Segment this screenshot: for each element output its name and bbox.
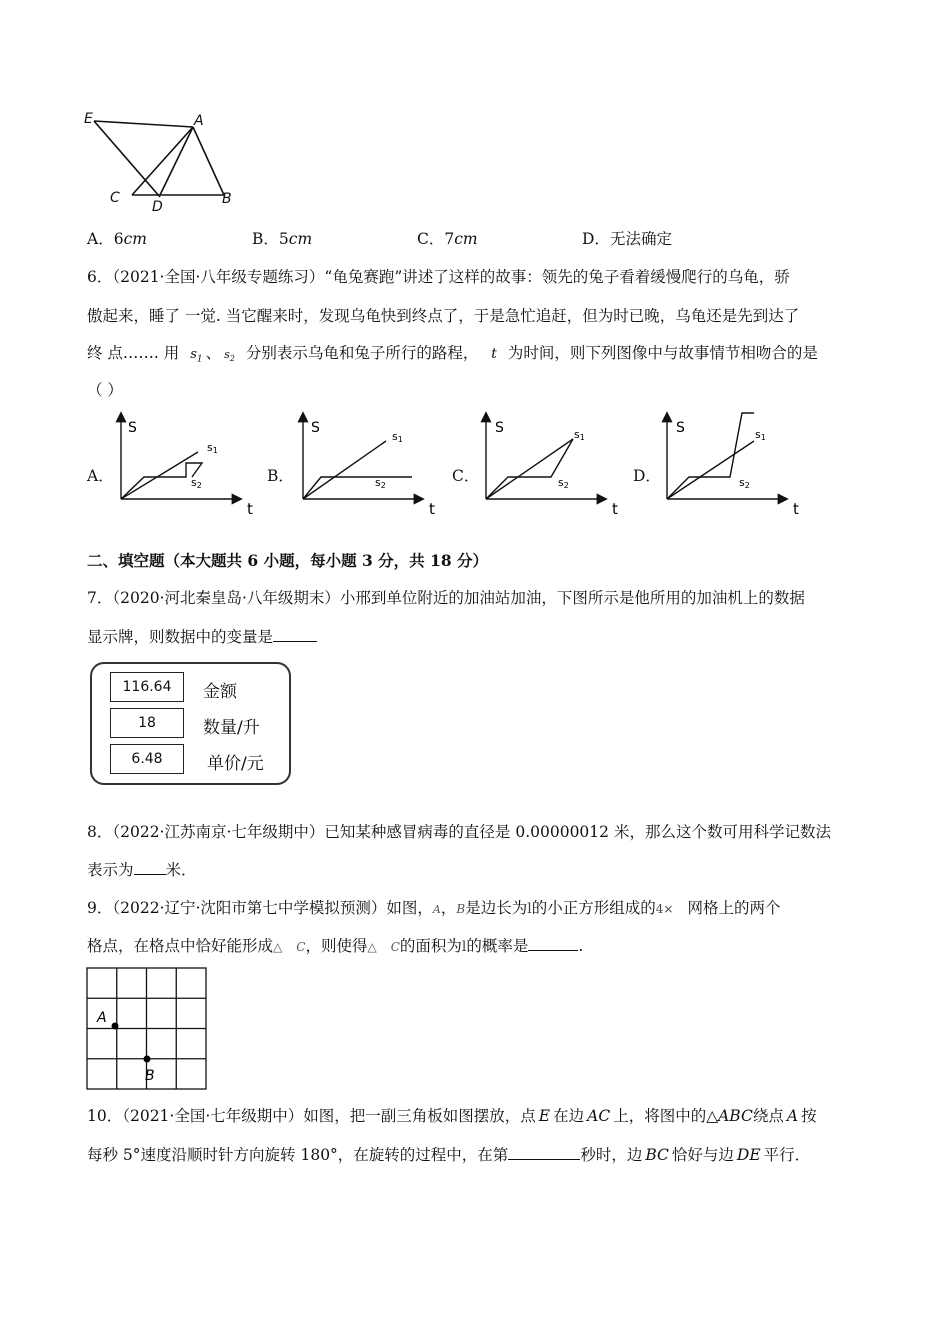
svg-text:s2: s2 bbox=[191, 476, 202, 490]
svg-text:s2: s2 bbox=[375, 476, 386, 490]
pump-amount-label: 金额 bbox=[203, 682, 237, 702]
label-C: C bbox=[110, 190, 120, 206]
q6-option-a[interactable]: A． bbox=[87, 467, 114, 485]
grid-point-b bbox=[144, 1056, 151, 1063]
label-D: D bbox=[152, 199, 163, 215]
q9-answer-blank[interactable] bbox=[528, 934, 578, 951]
q5-option-d[interactable]: D．无法确定 bbox=[582, 230, 672, 248]
s1-line bbox=[303, 441, 386, 499]
label-B: B bbox=[222, 191, 232, 207]
section-heading: 二、填空题（本大题共 6 小题，每小题 3 分，共 18 分） bbox=[87, 551, 489, 570]
svg-text:s1: s1 bbox=[755, 428, 766, 442]
s1-line bbox=[486, 439, 573, 499]
q6-graph-c bbox=[473, 408, 628, 518]
pump-quantity-value: 18 bbox=[110, 708, 184, 738]
s1-line bbox=[667, 441, 754, 499]
q9-line-2: 格点，在格点中恰好能形成△ C，则使得△ C的面积为l的概率是 . bbox=[87, 934, 583, 958]
q10-line-1: 10．（2021·全国·七年级期中）如图，把一副三角板如图摆放，点 E 在边 AC 上，将图中的△ABC绕点 A 按 bbox=[87, 1107, 817, 1125]
q5-option-a[interactable]: A．6cm bbox=[87, 230, 147, 248]
grid-point-a bbox=[112, 1023, 119, 1030]
q6-option-d[interactable]: D． bbox=[633, 467, 661, 485]
svg-text:A: A bbox=[97, 1010, 107, 1026]
q8-line-2: 表示为 米． bbox=[87, 858, 197, 881]
q8-line-1: 8．（2022·江苏南京·七年级期中）已知某种感冒病毒的直径是 0.00000012 米，那么这个数可用科学记数法 bbox=[87, 823, 831, 841]
pump-amount-value: 116.64 bbox=[110, 672, 184, 702]
q6-graph-a bbox=[108, 408, 263, 518]
label-E: E bbox=[84, 111, 93, 127]
q5-triangle-figure bbox=[80, 105, 250, 215]
svg-text:s1: s1 bbox=[574, 428, 585, 442]
svg-text:B: B bbox=[145, 1068, 155, 1084]
svg-text:S: S bbox=[128, 420, 137, 436]
svg-text:S: S bbox=[495, 420, 504, 436]
svg-text:s1: s1 bbox=[207, 441, 218, 455]
q7-line-1: 7．（2020·河北秦皇岛·八年级期末）小邢到单位附近的加油站加油，下图所示是他所用的加油机上的数据 bbox=[87, 589, 805, 607]
q5-option-c[interactable]: C．7cm bbox=[417, 230, 478, 248]
q6-line-3: 终 点……. 用 $s_1$ 、 $s_2$ 分别表示乌龟和兔子所行的路程， t 为时间，则下列图像中与故事情节相吻合的是 bbox=[87, 344, 818, 365]
q10-answer-blank[interactable] bbox=[508, 1143, 580, 1160]
svg-text:t: t bbox=[793, 500, 799, 518]
q6-graph-d bbox=[654, 408, 809, 518]
svg-text:S: S bbox=[676, 420, 685, 436]
q9-grid-figure bbox=[86, 967, 210, 1093]
q9-line-1: 9．（2022·辽宁·沈阳市第七中学模拟预测）如图，A，B是边长为l的小正方形组成的4× 网格上的两个 bbox=[87, 899, 781, 917]
q7-line-2: 显示牌，则数据中的变量是 bbox=[87, 625, 317, 648]
s2-line bbox=[121, 463, 202, 499]
q6-option-c[interactable]: C． bbox=[452, 467, 480, 485]
q6-option-b[interactable]: B． bbox=[267, 467, 294, 485]
q6-answer-paren: （ ） bbox=[87, 381, 123, 399]
svg-text:t: t bbox=[429, 500, 435, 518]
svg-text:S: S bbox=[311, 420, 320, 436]
svg-text:s2: s2 bbox=[739, 476, 750, 490]
svg-text:t: t bbox=[247, 500, 253, 518]
svg-text:t: t bbox=[612, 500, 618, 518]
svg-text:s2: s2 bbox=[558, 476, 569, 490]
q10-line-2: 每秒 5°速度沿顺时针方向旋转 180°，在旋转的过程中，在第 秒时，边 BC 恰好与边 DE 平行． bbox=[87, 1143, 810, 1166]
q8-answer-blank[interactable] bbox=[134, 858, 166, 875]
label-A: A bbox=[194, 113, 204, 129]
q6-graph-b bbox=[290, 408, 445, 518]
q6-line-2: 傲起来，睡了 一觉. 当它醒来时，发现乌龟快到终点了，于是急忙追赶，但为时已晚，乌龟还是先到达了 bbox=[87, 307, 800, 325]
svg-text:s1: s1 bbox=[392, 430, 403, 444]
q7-answer-blank[interactable] bbox=[273, 625, 317, 642]
pump-price-value: 6.48 bbox=[110, 744, 184, 774]
pump-quantity-label: 数量/升 bbox=[203, 718, 260, 738]
q5-option-b[interactable]: B．5cm bbox=[252, 230, 313, 248]
pump-price-label: 单价/元 bbox=[207, 754, 264, 774]
q6-line-1: 6．（2021·全国·八年级专题练习）“龟兔赛跑”讲述了这样的故事：领先的兔子看着缓慢爬行的乌龟，骄 bbox=[87, 268, 790, 286]
